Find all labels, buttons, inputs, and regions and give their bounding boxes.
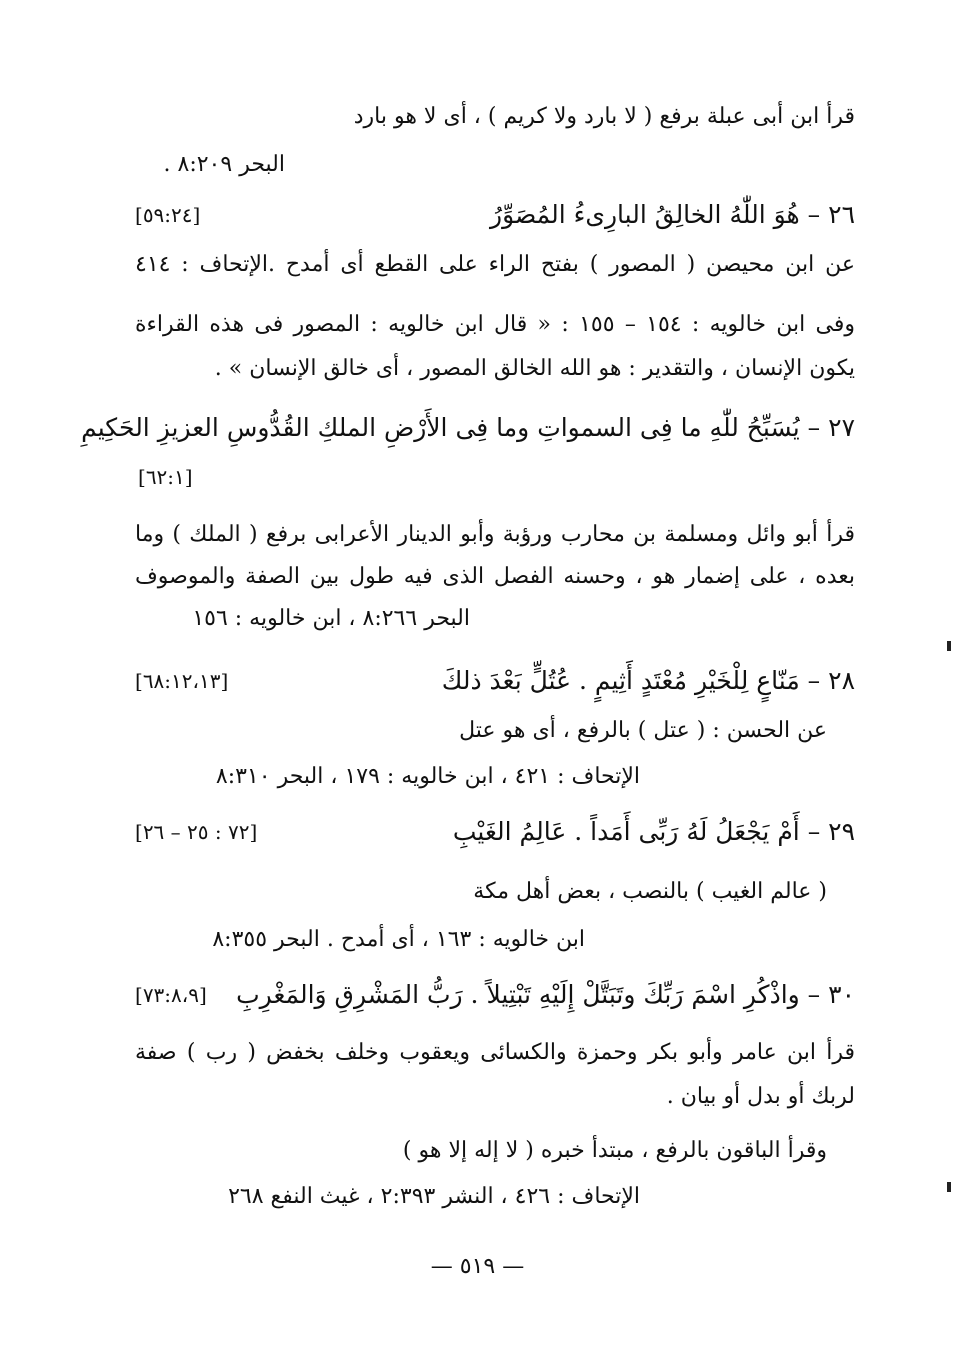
text-line-7: عن الحسن : ( عتل ) بالرفع ، أى هو عتل [459,718,827,743]
text-line-11: وقرأ الباقون بالرفع ، مبتدأ خبره ( لا إله إلا هو ) [402,1138,827,1163]
verse-27 [81,408,855,448]
margin-mark-top [947,641,951,651]
text-line-5: قرأ أبو وائل ومسلمة بن محارب ورؤبة وأبو الدينار الأعرابى برفع ( الملك ) وما [135,522,855,547]
verse-29-reference: [٧٢ : ٢٥ – ٢٦] [135,820,258,844]
verse-26 [135,198,855,232]
verse-27-text: ٢٧ – يُسَبِّحُ للّٰهِ ما فِى السمواتِ وما فِى الأَرْضِ الملكِ القُدُّوسِ العزيزِ الحَكِيمِ [81,413,855,442]
text-line-3: وفى ابن خالويه : ١٥٤ – ١٥٥ : « قال ابن خالويه : المصور فى هذه القراءة [135,312,855,337]
text-line-10: لربك أو بدل أو بيان . [666,1084,855,1109]
verse-28-reference: [٦٨:١٢،١٣] [135,669,229,693]
verse-28-text: ٢٨ – مَنّاعٍ لِلْخَيْرِ مُعْتَدٍ أَثِيمٍ . عُتُلٍّ بَعْدَ ذلكَ [441,666,855,695]
verse-27-reference: [٦٢:١] [138,465,193,489]
text-line-9: قرأ ابن عامر وأبو بكر وحمزة والكسائى ويعقوب وخلف بخفض ( رب ) صفة [135,1040,855,1065]
verse-29-text: ٢٩ – أَمْ يَجْعَلُ لَهُ رَبِّى أَمَداً . عَالِمُ الغَيْبِ [452,817,855,846]
text-line-1: قرأ ابن أبى عبلة برفع ( لا بارد ولا كريم ) ، أى لا هو بارد [353,104,855,129]
verse-30 [135,978,855,1012]
page-number: — ٥١٩ — [430,1254,525,1279]
reference-line-1: البحر ٨:٢٠٩ . [163,152,285,177]
verse-26-reference: [٥٩:٢٤] [135,203,201,227]
reference-line-3: الإتحاف : ٤٢١ ، ابن خالويه : ١٧٩ ، البحر ٨:٣١٠ [215,764,640,789]
verse-30-text: ٣٠ – واذْكُرِ اسْمَ رَبِّكَ وتَبَتَّلْ إِلَيْهِ تَبْتِيلاً . رَبُّ المَشْرِقِ وَالمَغْرِبِ [236,980,855,1009]
verse-30-reference: [٧٣:٨،٩] [135,983,207,1007]
margin-mark-bottom [947,1182,951,1192]
text-line-8: ( عالم الغيب ) بالنصب ، بعض أهل مكة [473,879,827,904]
reference-line-4: ابن خالويه : ١٦٣ ، أى أمدح . البحر ٨:٣٥٥ [212,927,585,952]
text-line-6: بعده ، على إضمار هو ، وحسنه الفصل الذى فيه طول بين الصفة والموصوف [135,564,855,589]
text-line-2: عن ابن محيصن ( المصور ) بفتح الراء على القطع أى أمدح .الإتحاف : ٤١٤ [135,252,855,277]
text-line-4: يكون الإنسان ، والتقدير : هو الله الخالق المصور ، أى خالق الإنسان » . [214,356,855,381]
verse-28 [135,664,855,698]
reference-line-2: البحر ٨:٢٦٦ ، ابن خالويه : ١٥٦ [192,606,470,631]
verse-29 [135,815,855,849]
reference-line-5: الإتحاف : ٤٢٦ ، النشر ٢:٣٩٣ ، غيث النفع ٢٦٨ [228,1184,640,1209]
verse-26-text: ٢٦ – هُوَ اللّٰهُ الخالِقُ البارِىءُ المُصَوِّرُ [490,200,855,229]
